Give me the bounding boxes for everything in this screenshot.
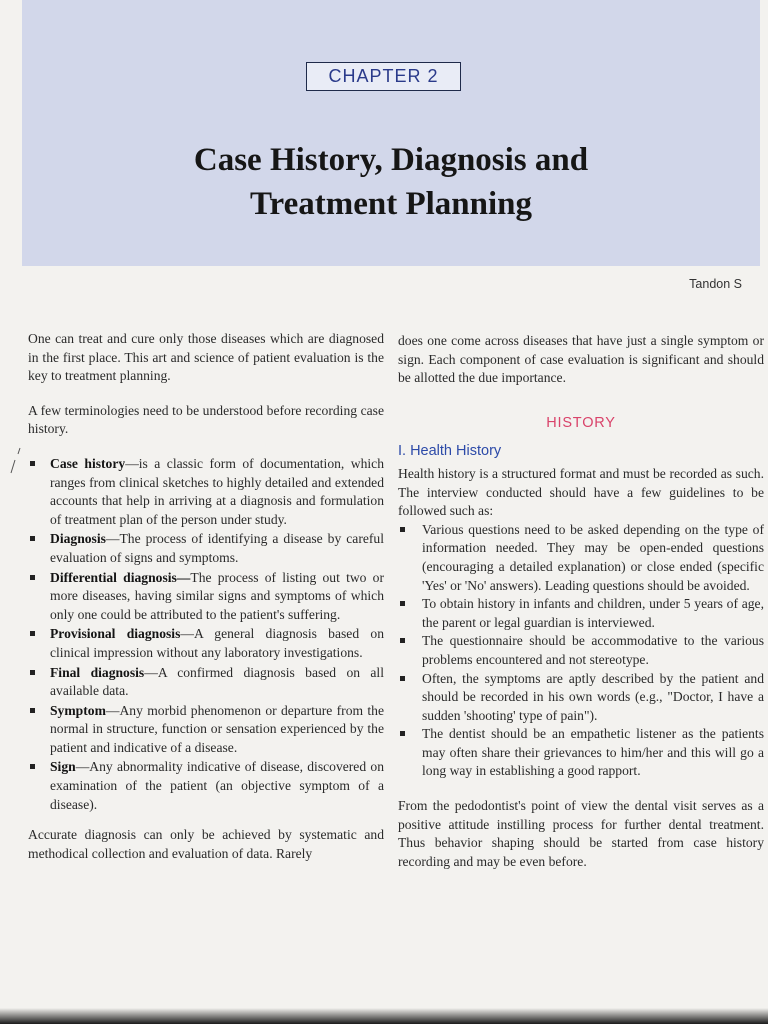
bullet-icon — [400, 527, 405, 532]
health-history-intro: Health history is a structured format and must be recorded as such. The interview conducted should have a few guidelines to be followed such as: — [398, 465, 764, 519]
list-item: The questionnaire should be accommodative to the various problems encountered and not stereotype. — [398, 632, 764, 669]
bullet-icon — [30, 536, 35, 541]
terminology-list — [28, 455, 384, 814]
bullet-icon — [30, 670, 35, 675]
chapter-banner — [22, 0, 760, 266]
bullet-icon — [30, 575, 35, 580]
sub-heading-health-history: I. Health History — [398, 443, 502, 460]
list-item: Various questions need to be asked depending on the type of information needed. They may be open-ended questions (encouraging a detailed explanation) or close ended (specific 'Yes' or 'No' answers). Leading questions should be avoided. — [398, 521, 764, 595]
closing-paragraph: Accurate diagnosis can only be achieved by systematic and methodical collection and evaluation of data. Rarely — [28, 827, 384, 861]
section-heading-history: HISTORY — [546, 414, 616, 431]
bullet-icon — [400, 638, 405, 643]
list-item: Diagnosis—The process of identifying a disease by careful evaluation of signs and symptoms. — [28, 530, 384, 567]
bullet-icon — [30, 631, 35, 636]
guidelines-list — [398, 521, 764, 781]
list-item: Case history—is a classic form of documentation, which ranges from clinical sketches to highly detailed and extended accounts that help in arriving at a diagnosis and formulation of treatment plan of the person under study. — [28, 455, 384, 529]
intro-paragraph: One can treat and cure only those diseases which are diagnosed in the first place. This art and science of patient evaluation is the key to treatment planning. — [28, 331, 384, 384]
chapter-title-line-2: Treatment Planning — [249, 186, 533, 222]
bullet-icon — [400, 601, 405, 606]
bullet-icon — [400, 676, 405, 681]
chapter-title-line-1: Case History, Diagnosis and — [193, 142, 589, 178]
chapter-title — [22, 138, 760, 226]
list-item: Provisional diagnosis—A general diagnosis based on clinical impression without any laboratory investigations. — [28, 625, 384, 662]
list-item: Sign—Any abnormality indicative of disease, discovered on examination of the patient (an objective symptom of a disease). — [28, 758, 384, 814]
author-name: Tandon S — [689, 277, 742, 291]
list-item: To obtain history in infants and children, under 5 years of age, the parent or legal guardian is interviewed. — [398, 595, 764, 632]
terms-intro-paragraph: A few terminologies need to be understood before recording case history. — [28, 402, 384, 437]
pedodontist-paragraph: From the pedodontist's point of view the dental visit serves as a positive attitude instilling process for further dental treatment. Thus behavior shaping should be started from case history recording and may be even before. — [398, 798, 764, 869]
right-column — [398, 332, 764, 871]
page-bottom-edge — [0, 1008, 768, 1024]
chapter-label: CHAPTER 2 — [306, 62, 461, 91]
list-item: The dentist should be an empathetic listener as the patients may often share their grievances to him/her and this will go a long way in establishing a good rapport. — [398, 725, 764, 781]
bullet-icon — [30, 764, 35, 769]
list-item: Often, the symptoms are aptly described by the patient and should be recorded in his own words (e.g., "Doctor, I have a sudden 'shooting' type of pain"). — [398, 670, 764, 726]
bullet-icon — [30, 708, 35, 713]
list-item: Symptom—Any morbid phenomenon or departure from the normal in structure, function or sensation experienced by the patient and indicative of a disease. — [28, 702, 384, 758]
list-item: Final diagnosis—A confirmed diagnosis based on all available data. — [28, 664, 384, 701]
left-column — [28, 330, 384, 863]
list-item: Differential diagnosis—The process of listing out two or more diseases, having similar signs and symptoms of which only one could be attributed to the patient's suffering. — [28, 569, 384, 625]
bullet-icon — [400, 731, 405, 736]
continuation-paragraph: does one come across diseases that have just a single symptom or sign. Each component of case evaluation is significant and should be allotted the due importance. — [398, 333, 764, 386]
bullet-icon — [30, 461, 35, 466]
